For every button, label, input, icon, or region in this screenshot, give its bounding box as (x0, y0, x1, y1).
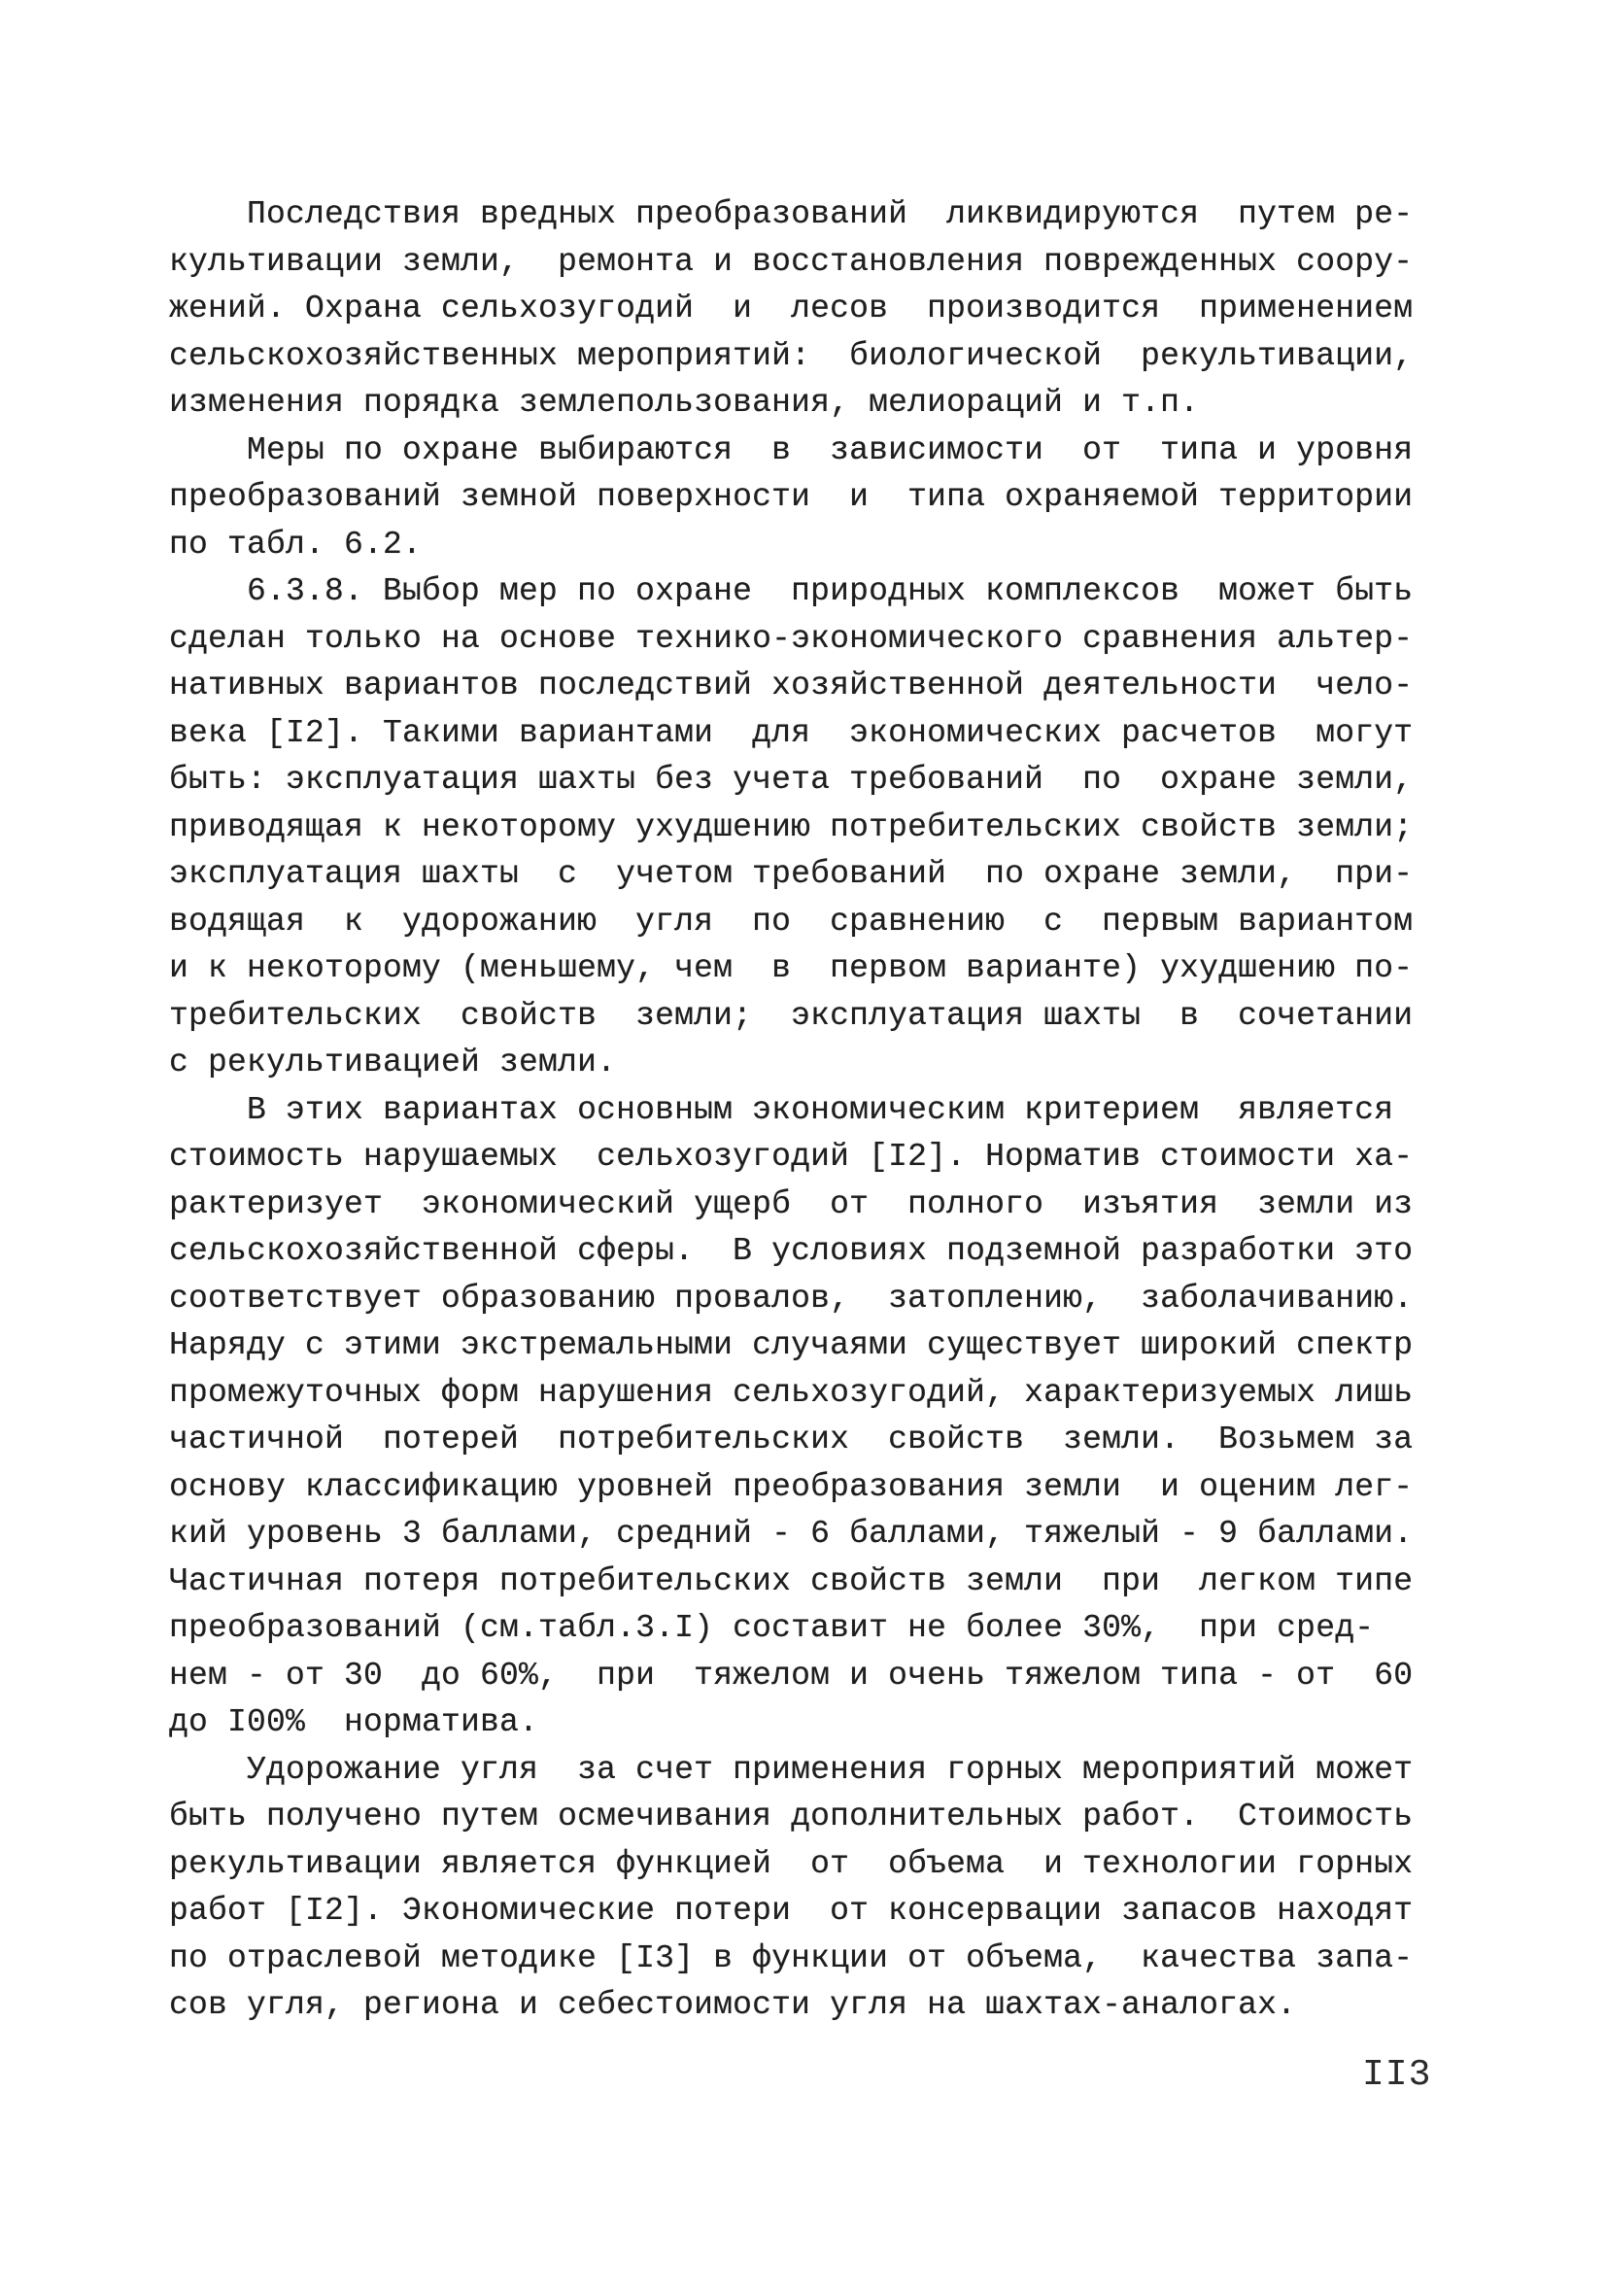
text-line: культивации земли, ремонта и восстановления поврежденных соору- (169, 243, 1414, 280)
text-line: сделан только на основе технико-экономического сравнения альтер- (169, 620, 1414, 657)
text-line: по табл. 6.2. (169, 526, 423, 563)
body-text (169, 191, 1432, 2030)
text-line: работ [I2]. Экономические потери от консервации запасов находят (169, 1893, 1414, 1929)
text-line: с рекультивацией земли. (169, 1045, 617, 1080)
text-line: рактеризует экономический ущерб от полного изъятия земли из (169, 1185, 1414, 1222)
page-number: II3 (1362, 2054, 1432, 2096)
text-line: века [I2]. Такими вариантами для экономических расчетов могут (169, 714, 1414, 751)
text-line: эксплуатация шахты с учетом требований по охране земли, при- (169, 856, 1414, 892)
text-line: основу классификацию уровней преобразования земли и оценим лег- (169, 1468, 1414, 1505)
text-line: по отраслевой методике [I3] в функции от объема, качества запа- (169, 1939, 1414, 1976)
text-line: жений. Охрана сельхозугодий и лесов производится применением (169, 291, 1414, 326)
text-line: нем - от 30 до 60%, при тяжелом и очень тяжелом типа - от 60 (169, 1657, 1414, 1694)
text-line: преобразований (см.табл.3.I) составит не более 30%, при сред- (169, 1610, 1375, 1646)
text-line: изменения порядка землепользования, мелиораций и т.п. (169, 385, 1200, 421)
text-line: быть: эксплуатация шахты без учета требований по охране земли, (169, 762, 1414, 798)
text-line: Наряду с этими экстремальными случаями существует широкий спектр (169, 1327, 1414, 1363)
text-line: Частичная потеря потребительских свойств земли при легком типе (169, 1562, 1414, 1599)
text-line: соответствует образованию провалов, затоплению, заболачиванию. (169, 1280, 1414, 1317)
text-line: приводящая к некоторому ухудшению потребительских свойств земли; (169, 808, 1414, 845)
text-line: Удорожание угля за счет применения горных мероприятий может (169, 1751, 1414, 1788)
text-line: преобразований земной поверхности и типа охраняемой территории (169, 479, 1414, 515)
text-line: стоимость нарушаемых сельхозугодий [I2]. Норматив стоимости ха- (169, 1139, 1414, 1175)
text-line: сельскохозяйственной сферы. В условиях подземной разработки это (169, 1233, 1414, 1269)
text-line: сельскохозяйственных мероприятий: биологической рекультивации, (169, 337, 1414, 374)
text-line: Меры по охране выбираются в зависимости от типа и уровня (169, 431, 1414, 468)
text-line: В этих вариантах основным экономическим критерием является (169, 1091, 1394, 1128)
text-line: частичной потерей потребительских свойств земли. Возьмем за (169, 1422, 1414, 1457)
text-line: промежуточных форм нарушения сельхозугодий, характеризуемых лишь (169, 1374, 1414, 1411)
text-line: нативных вариантов последствий хозяйственной деятельности чело- (169, 668, 1414, 703)
text-line: кий уровень 3 баллами, средний - 6 баллами, тяжелый - 9 баллами. (169, 1516, 1414, 1552)
text-line: требительских свойств земли; эксплуатация шахты в сочетании (169, 997, 1414, 1034)
text-line: до I00% норматива. (169, 1704, 539, 1740)
text-line: Последствия вредных преобразований ликвидируются путем ре- (169, 196, 1414, 232)
text-line: быть получено путем осмечивания дополнительных работ. Стоимость (169, 1799, 1414, 1834)
text-line: и к некоторому (меньшему, чем в первом варианте) ухудшению по- (169, 950, 1414, 986)
text-line: сов угля, региона и себестоимости угля на шахтах-аналогах. (169, 1987, 1297, 2023)
text-line: водящая к удорожанию угля по сравнению с первым вариантом (169, 903, 1414, 940)
text-line: рекультивации является функцией от объема и технологии горных (169, 1845, 1414, 1882)
text-line: 6.3.8. Выбор мер по охране природных комплексов может быть (169, 573, 1414, 609)
